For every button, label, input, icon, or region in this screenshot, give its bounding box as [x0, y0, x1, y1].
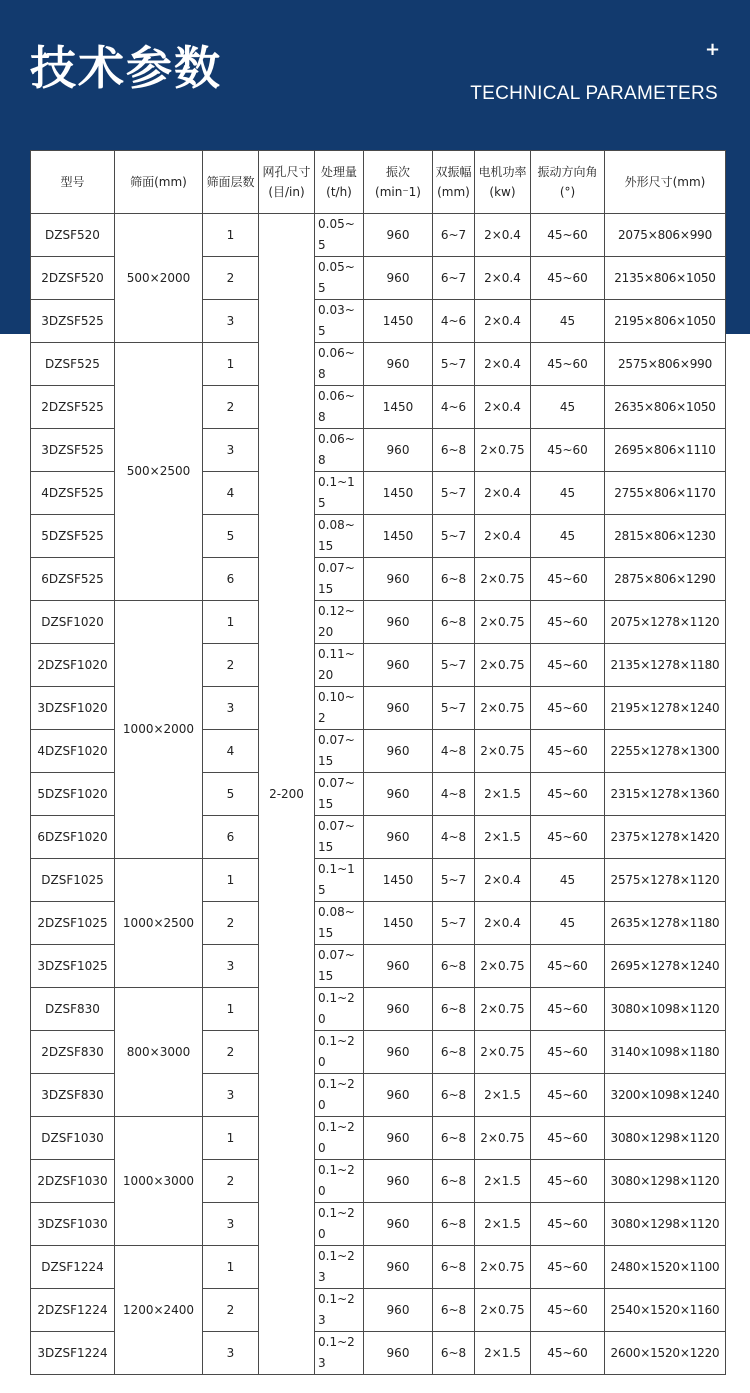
motor-power-cell: 2×0.75	[475, 1289, 531, 1332]
frequency-cell: 960	[364, 773, 433, 816]
table-row	[31, 988, 726, 1031]
motor-power-cell: 2×0.4	[475, 343, 531, 386]
angle-cell: 45~60	[531, 257, 605, 300]
layers-cell: 2	[203, 386, 259, 429]
col-capacity-header: 处理量 (t/h)	[315, 151, 364, 214]
model-cell: DZSF1020	[31, 601, 115, 644]
dimensions-cell: 3080×1298×1120	[605, 1117, 726, 1160]
capacity-cell	[315, 773, 364, 816]
capacity-cell	[315, 601, 364, 644]
amplitude-cell: 5~7	[433, 343, 475, 386]
screen-size-cell: 800×3000	[115, 988, 203, 1117]
mesh-cell: 2-200	[259, 214, 315, 1375]
dimensions-cell: 2695×806×1110	[605, 429, 726, 472]
motor-power-cell: 2×0.75	[475, 429, 531, 472]
col-dimensions-header: 外形尺寸(mm)	[605, 151, 726, 214]
motor-power-cell: 2×0.4	[475, 859, 531, 902]
dimensions-cell: 2075×806×990	[605, 214, 726, 257]
amplitude-cell: 5~7	[433, 515, 475, 558]
angle-cell: 45~60	[531, 1074, 605, 1117]
model-cell: 3DZSF525	[31, 429, 115, 472]
table-row	[31, 859, 726, 902]
model-cell: 6DZSF1020	[31, 816, 115, 859]
layers-cell: 1	[203, 1246, 259, 1289]
model-cell: DZSF1030	[31, 1117, 115, 1160]
capacity-value: 0.1~15	[318, 862, 355, 897]
motor-power-cell: 2×0.75	[475, 1246, 531, 1289]
dimensions-cell: 2575×806×990	[605, 343, 726, 386]
motor-power-cell: 2×0.75	[475, 687, 531, 730]
layers-cell: 5	[203, 515, 259, 558]
dimensions-cell: 2135×1278×1180	[605, 644, 726, 687]
capacity-value: 0.1~15	[318, 475, 355, 510]
capacity-value: 0.07~15	[318, 776, 355, 811]
frequency-cell: 1450	[364, 902, 433, 945]
dimensions-cell: 2375×1278×1420	[605, 816, 726, 859]
capacity-cell	[315, 1289, 364, 1332]
motor-power-cell: 2×1.5	[475, 1332, 531, 1375]
model-cell: 2DZSF1224	[31, 1289, 115, 1332]
motor-power-cell: 2×1.5	[475, 1203, 531, 1246]
capacity-cell	[315, 1074, 364, 1117]
capacity-value: 0.1~20	[318, 1034, 355, 1069]
angle-cell: 45~60	[531, 558, 605, 601]
dimensions-cell: 3080×1298×1120	[605, 1203, 726, 1246]
model-cell: 2DZSF1030	[31, 1160, 115, 1203]
angle-cell: 45	[531, 300, 605, 343]
dimensions-cell: 3080×1098×1120	[605, 988, 726, 1031]
screen-size-cell: 1200×2400	[115, 1246, 203, 1375]
capacity-cell	[315, 343, 364, 386]
motor-power-cell: 2×0.4	[475, 472, 531, 515]
layers-cell: 3	[203, 1332, 259, 1375]
dimensions-cell: 3080×1298×1120	[605, 1160, 726, 1203]
amplitude-cell: 4~8	[433, 816, 475, 859]
angle-cell: 45~60	[531, 1160, 605, 1203]
amplitude-cell: 6~8	[433, 1074, 475, 1117]
amplitude-cell: 4~6	[433, 300, 475, 343]
table-row	[31, 214, 726, 257]
angle-cell: 45~60	[531, 1246, 605, 1289]
capacity-value: 0.07~15	[318, 733, 355, 768]
motor-power-cell: 2×0.4	[475, 386, 531, 429]
table-row	[31, 1246, 726, 1289]
angle-cell: 45~60	[531, 429, 605, 472]
layers-cell: 6	[203, 558, 259, 601]
model-cell: 3DZSF1224	[31, 1332, 115, 1375]
capacity-cell	[315, 816, 364, 859]
dimensions-cell: 2315×1278×1360	[605, 773, 726, 816]
frequency-cell: 960	[364, 730, 433, 773]
frequency-cell: 960	[364, 816, 433, 859]
capacity-value: 0.05~5	[318, 260, 355, 295]
capacity-cell	[315, 257, 364, 300]
model-cell: DZSF520	[31, 214, 115, 257]
capacity-cell	[315, 429, 364, 472]
amplitude-cell: 6~8	[433, 429, 475, 472]
dimensions-cell: 2635×806×1050	[605, 386, 726, 429]
model-cell: 2DZSF520	[31, 257, 115, 300]
dimensions-cell: 2815×806×1230	[605, 515, 726, 558]
table-body	[31, 214, 726, 1375]
model-cell: 4DZSF1020	[31, 730, 115, 773]
layers-cell: 1	[203, 214, 259, 257]
layers-cell: 1	[203, 1117, 259, 1160]
motor-power-cell: 2×0.4	[475, 515, 531, 558]
angle-cell: 45~60	[531, 988, 605, 1031]
model-cell: 5DZSF525	[31, 515, 115, 558]
capacity-value: 0.07~15	[318, 948, 355, 983]
dimensions-cell: 2540×1520×1160	[605, 1289, 726, 1332]
dimensions-cell: 3140×1098×1180	[605, 1031, 726, 1074]
frequency-cell: 1450	[364, 472, 433, 515]
layers-cell: 1	[203, 859, 259, 902]
frequency-cell: 960	[364, 945, 433, 988]
frequency-cell: 960	[364, 1117, 433, 1160]
angle-cell: 45~60	[531, 687, 605, 730]
model-cell: 6DZSF525	[31, 558, 115, 601]
layers-cell: 3	[203, 1203, 259, 1246]
capacity-value: 0.1~20	[318, 1206, 355, 1241]
motor-power-cell: 2×0.4	[475, 214, 531, 257]
frequency-cell: 1450	[364, 300, 433, 343]
motor-power-cell: 2×0.4	[475, 902, 531, 945]
layers-cell: 2	[203, 1031, 259, 1074]
dimensions-cell: 2075×1278×1120	[605, 601, 726, 644]
screen-size-cell: 1000×3000	[115, 1117, 203, 1246]
frequency-cell: 960	[364, 601, 433, 644]
screen-size-cell: 1000×2000	[115, 601, 203, 859]
amplitude-cell: 4~8	[433, 773, 475, 816]
angle-cell: 45	[531, 859, 605, 902]
capacity-cell	[315, 472, 364, 515]
capacity-cell	[315, 644, 364, 687]
frequency-cell: 960	[364, 1246, 433, 1289]
frequency-cell: 960	[364, 429, 433, 472]
capacity-cell	[315, 1203, 364, 1246]
layers-cell: 3	[203, 300, 259, 343]
model-cell: 5DZSF1020	[31, 773, 115, 816]
model-cell: 3DZSF830	[31, 1074, 115, 1117]
frequency-cell: 960	[364, 257, 433, 300]
capacity-cell	[315, 1246, 364, 1289]
angle-cell: 45~60	[531, 1332, 605, 1375]
amplitude-cell: 5~7	[433, 644, 475, 687]
screen-size-cell: 1000×2500	[115, 859, 203, 988]
capacity-cell	[315, 1117, 364, 1160]
frequency-cell: 960	[364, 1074, 433, 1117]
dimensions-cell: 2575×1278×1120	[605, 859, 726, 902]
amplitude-cell: 6~7	[433, 214, 475, 257]
amplitude-cell: 5~7	[433, 902, 475, 945]
spec-table	[30, 150, 726, 1375]
dimensions-cell: 2600×1520×1220	[605, 1332, 726, 1375]
angle-cell: 45~60	[531, 816, 605, 859]
angle-cell: 45~60	[531, 343, 605, 386]
capacity-cell	[315, 730, 364, 773]
layers-cell: 2	[203, 644, 259, 687]
capacity-cell	[315, 1031, 364, 1074]
motor-power-cell: 2×1.5	[475, 1074, 531, 1117]
layers-cell: 3	[203, 1074, 259, 1117]
layers-cell: 2	[203, 1160, 259, 1203]
page-title: 技术参数	[30, 41, 222, 95]
amplitude-cell: 4~8	[433, 730, 475, 773]
amplitude-cell: 6~8	[433, 945, 475, 988]
col-model-header: 型号	[31, 151, 115, 214]
motor-power-cell: 2×1.5	[475, 773, 531, 816]
table-row	[31, 601, 726, 644]
angle-cell: 45	[531, 472, 605, 515]
motor-power-cell: 2×0.4	[475, 300, 531, 343]
capacity-cell	[315, 300, 364, 343]
dimensions-cell: 3200×1098×1240	[605, 1074, 726, 1117]
model-cell: DZSF1224	[31, 1246, 115, 1289]
capacity-value: 0.1~23	[318, 1249, 355, 1284]
angle-cell: 45~60	[531, 1117, 605, 1160]
model-cell: 3DZSF1030	[31, 1203, 115, 1246]
frequency-cell: 960	[364, 1031, 433, 1074]
frequency-cell: 960	[364, 988, 433, 1031]
motor-power-cell: 2×0.75	[475, 601, 531, 644]
layers-cell: 2	[203, 902, 259, 945]
model-cell: 3DZSF1025	[31, 945, 115, 988]
motor-power-cell: 2×0.75	[475, 644, 531, 687]
layers-cell: 3	[203, 687, 259, 730]
layers-cell: 2	[203, 1289, 259, 1332]
capacity-cell	[315, 515, 364, 558]
angle-cell: 45~60	[531, 945, 605, 988]
capacity-cell	[315, 1160, 364, 1203]
frequency-cell: 960	[364, 1332, 433, 1375]
motor-power-cell: 2×0.75	[475, 558, 531, 601]
amplitude-cell: 6~7	[433, 257, 475, 300]
amplitude-cell: 6~8	[433, 1246, 475, 1289]
frequency-cell: 960	[364, 214, 433, 257]
layers-cell: 3	[203, 945, 259, 988]
table-header-row	[31, 151, 726, 214]
capacity-value: 0.1~20	[318, 1120, 355, 1155]
frequency-cell: 960	[364, 1203, 433, 1246]
motor-power-cell: 2×0.75	[475, 1117, 531, 1160]
capacity-cell	[315, 558, 364, 601]
capacity-value: 0.06~8	[318, 432, 355, 467]
angle-cell: 45~60	[531, 1031, 605, 1074]
angle-cell: 45~60	[531, 1289, 605, 1332]
frequency-cell: 1450	[364, 859, 433, 902]
capacity-value: 0.1~20	[318, 1163, 355, 1198]
amplitude-cell: 6~8	[433, 1031, 475, 1074]
page-subtitle: TECHNICAL PARAMETERS	[470, 83, 718, 104]
frequency-cell: 960	[364, 558, 433, 601]
frequency-cell: 1450	[364, 386, 433, 429]
table-row	[31, 1117, 726, 1160]
capacity-value: 0.03~5	[318, 303, 355, 338]
capacity-cell	[315, 988, 364, 1031]
capacity-value: 0.08~15	[318, 905, 355, 940]
amplitude-cell: 6~8	[433, 1289, 475, 1332]
capacity-value: 0.1~20	[318, 1077, 355, 1112]
amplitude-cell: 5~7	[433, 687, 475, 730]
frequency-cell: 960	[364, 343, 433, 386]
model-cell: 2DZSF830	[31, 1031, 115, 1074]
col-amplitude-header: 双振幅 (mm)	[433, 151, 475, 214]
col-layers-header: 筛面层数	[203, 151, 259, 214]
angle-cell: 45~60	[531, 644, 605, 687]
capacity-value: 0.06~8	[318, 389, 355, 424]
motor-power-cell: 2×1.5	[475, 816, 531, 859]
frequency-cell: 1450	[364, 515, 433, 558]
dimensions-cell: 2135×806×1050	[605, 257, 726, 300]
amplitude-cell: 6~8	[433, 558, 475, 601]
angle-cell: 45~60	[531, 773, 605, 816]
dimensions-cell: 2635×1278×1180	[605, 902, 726, 945]
screen-size-cell: 500×2000	[115, 214, 203, 343]
capacity-value: 0.10~2	[318, 690, 355, 725]
capacity-cell	[315, 902, 364, 945]
amplitude-cell: 6~8	[433, 1117, 475, 1160]
layers-cell: 4	[203, 730, 259, 773]
col-motor-power-header: 电机功率 (kw)	[475, 151, 531, 214]
dimensions-cell: 2480×1520×1100	[605, 1246, 726, 1289]
dimensions-cell: 2195×806×1050	[605, 300, 726, 343]
layers-cell: 1	[203, 601, 259, 644]
capacity-value: 0.1~20	[318, 991, 355, 1026]
capacity-value: 0.07~15	[318, 819, 355, 854]
capacity-value: 0.05~5	[318, 217, 355, 252]
col-mesh-header: 网孔尺寸 (目/in)	[259, 151, 315, 214]
model-cell: 2DZSF525	[31, 386, 115, 429]
motor-power-cell: 2×0.75	[475, 945, 531, 988]
layers-cell: 1	[203, 343, 259, 386]
capacity-cell	[315, 1332, 364, 1375]
col-screen-size-header: 筛面(mm)	[115, 151, 203, 214]
amplitude-cell: 4~6	[433, 386, 475, 429]
dimensions-cell: 2255×1278×1300	[605, 730, 726, 773]
dimensions-cell: 2195×1278×1240	[605, 687, 726, 730]
col-angle-header: 振动方向角 (°)	[531, 151, 605, 214]
layers-cell: 5	[203, 773, 259, 816]
amplitude-cell: 5~7	[433, 859, 475, 902]
frequency-cell: 960	[364, 687, 433, 730]
plus-icon: +	[705, 39, 721, 60]
model-cell: DZSF525	[31, 343, 115, 386]
motor-power-cell: 2×0.75	[475, 1031, 531, 1074]
frequency-cell: 960	[364, 644, 433, 687]
amplitude-cell: 6~8	[433, 988, 475, 1031]
dimensions-cell: 2755×806×1170	[605, 472, 726, 515]
capacity-cell	[315, 687, 364, 730]
amplitude-cell: 5~7	[433, 472, 475, 515]
capacity-cell	[315, 214, 364, 257]
angle-cell: 45	[531, 902, 605, 945]
col-frequency-header: 振次 (min⁻1)	[364, 151, 433, 214]
angle-cell: 45~60	[531, 730, 605, 773]
capacity-cell	[315, 945, 364, 988]
motor-power-cell: 2×1.5	[475, 1160, 531, 1203]
model-cell: 2DZSF1025	[31, 902, 115, 945]
angle-cell: 45~60	[531, 214, 605, 257]
model-cell: DZSF830	[31, 988, 115, 1031]
model-cell: 3DZSF1020	[31, 687, 115, 730]
layers-cell: 6	[203, 816, 259, 859]
frequency-cell: 960	[364, 1160, 433, 1203]
dimensions-cell: 2875×806×1290	[605, 558, 726, 601]
angle-cell: 45	[531, 515, 605, 558]
capacity-cell	[315, 859, 364, 902]
capacity-value: 0.06~8	[318, 346, 355, 381]
table-row	[31, 343, 726, 386]
amplitude-cell: 6~8	[433, 1203, 475, 1246]
angle-cell: 45~60	[531, 601, 605, 644]
dimensions-cell: 2695×1278×1240	[605, 945, 726, 988]
amplitude-cell: 6~8	[433, 601, 475, 644]
capacity-value: 0.12~20	[318, 604, 355, 639]
capacity-value: 0.07~15	[318, 561, 355, 596]
model-cell: 3DZSF525	[31, 300, 115, 343]
frequency-cell: 960	[364, 1289, 433, 1332]
capacity-value: 0.1~23	[318, 1292, 355, 1327]
amplitude-cell: 6~8	[433, 1332, 475, 1375]
layers-cell: 3	[203, 429, 259, 472]
capacity-value: 0.1~23	[318, 1335, 355, 1370]
screen-size-cell: 500×2500	[115, 343, 203, 601]
capacity-value: 0.08~15	[318, 518, 355, 553]
angle-cell: 45~60	[531, 1203, 605, 1246]
capacity-cell	[315, 386, 364, 429]
model-cell: DZSF1025	[31, 859, 115, 902]
capacity-value: 0.11~20	[318, 647, 355, 682]
motor-power-cell: 2×0.75	[475, 730, 531, 773]
motor-power-cell: 2×0.4	[475, 257, 531, 300]
layers-cell: 1	[203, 988, 259, 1031]
amplitude-cell: 6~8	[433, 1160, 475, 1203]
layers-cell: 4	[203, 472, 259, 515]
angle-cell: 45	[531, 386, 605, 429]
model-cell: 4DZSF525	[31, 472, 115, 515]
motor-power-cell: 2×0.75	[475, 988, 531, 1031]
layers-cell: 2	[203, 257, 259, 300]
model-cell: 2DZSF1020	[31, 644, 115, 687]
